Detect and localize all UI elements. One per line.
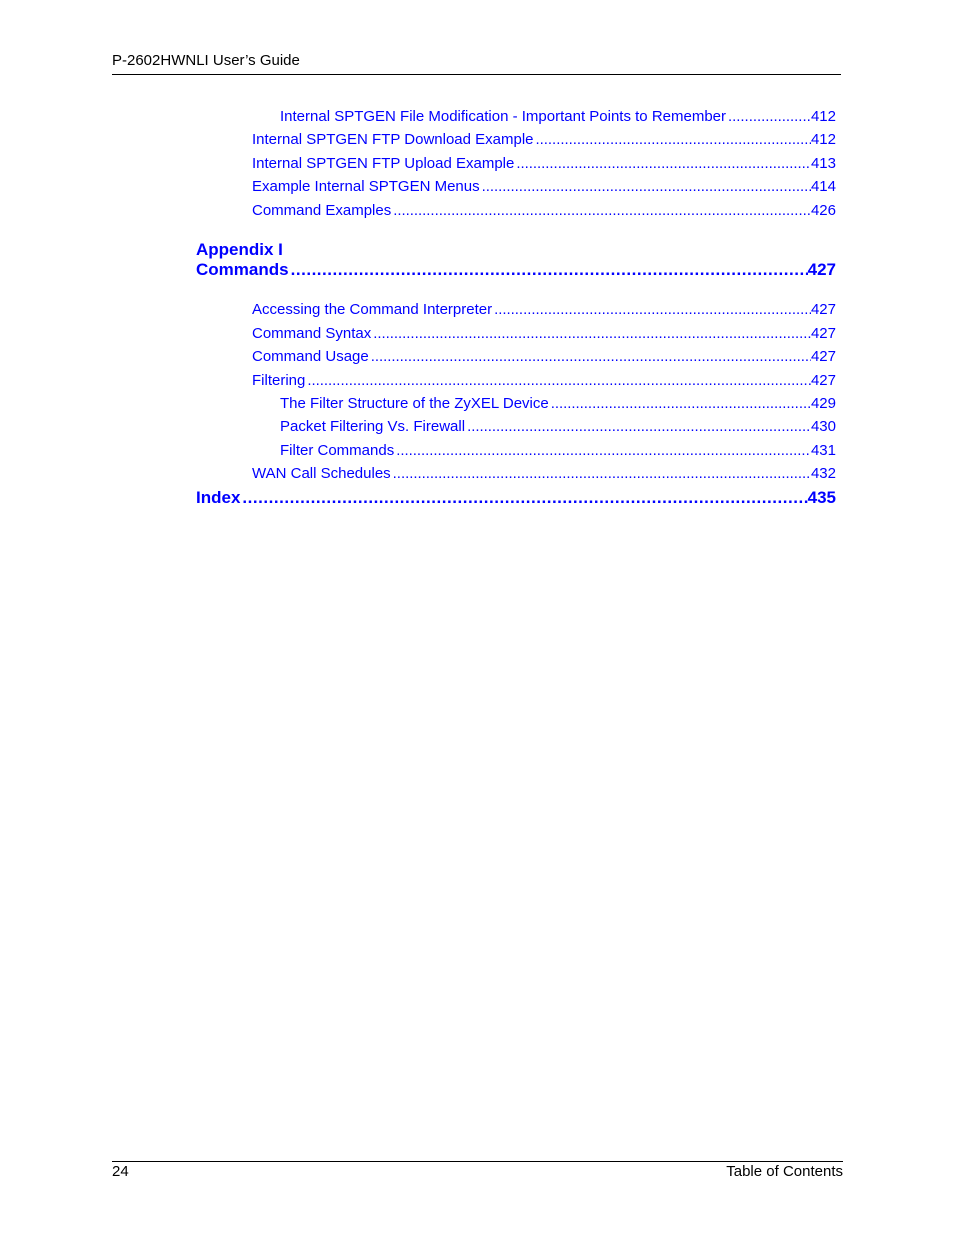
toc-entry-sptgen-file-modification[interactable] — [280, 107, 836, 126]
toc-entry-page: 426 — [810, 202, 836, 219]
toc-entry-title: Command Usage — [252, 348, 369, 365]
toc-entry-page: 412 — [810, 131, 836, 148]
toc-entry-page: 414 — [810, 178, 836, 195]
toc-entry-title: The Filter Structure of the ZyXEL Device — [280, 395, 549, 412]
page-header — [112, 51, 841, 75]
toc-dot-leader — [492, 300, 811, 319]
toc-entry-title: Filter Commands — [280, 442, 395, 459]
toc-entry-title: WAN Call Schedules — [252, 465, 391, 482]
toc-entry-page: 412 — [810, 108, 836, 125]
toc-entry-page: 432 — [810, 465, 836, 482]
appendix-label: Appendix I — [196, 240, 283, 259]
toc-entry-title: Example Internal SPTGEN Menus — [252, 178, 480, 195]
toc-entry-filtering[interactable] — [252, 371, 836, 390]
toc-dot-leader — [371, 324, 811, 343]
toc-entry-filter-commands[interactable] — [280, 441, 836, 460]
toc-entry-command-syntax[interactable] — [252, 324, 836, 343]
toc-entry-title: Filtering — [252, 372, 306, 389]
toc-entry-page: 413 — [810, 155, 836, 172]
toc-entry-title: Internal SPTGEN FTP Upload Example — [252, 155, 515, 172]
toc-dot-leader — [240, 488, 807, 508]
toc-dot-leader — [465, 417, 811, 436]
toc-chapter-commands[interactable] — [196, 260, 836, 280]
toc-dot-leader — [369, 347, 811, 366]
toc-entry-page: 431 — [810, 442, 836, 459]
toc-entry-wan-call-schedules[interactable] — [252, 464, 836, 483]
toc-entry-sptgen-menus[interactable] — [252, 177, 836, 196]
toc-entry-sptgen-ftp-download[interactable] — [252, 130, 836, 149]
toc-entry-title: Internal SPTGEN File Modification - Important Points to Remember — [280, 108, 727, 125]
toc-entry-title: Internal SPTGEN FTP Download Example — [252, 131, 534, 148]
footer-section-title: Table of Contents — [726, 1163, 843, 1180]
toc-dot-leader — [391, 201, 811, 220]
toc-chapter-index[interactable] — [196, 488, 836, 508]
toc-entry-title: Accessing the Command Interpreter — [252, 301, 493, 318]
toc-entry-title: Packet Filtering Vs. Firewall — [280, 418, 466, 435]
toc-dot-leader — [514, 154, 811, 173]
toc-entry-page: 427 — [810, 325, 836, 342]
toc-entry-command-usage[interactable] — [252, 347, 836, 366]
toc-entry-sptgen-ftp-upload[interactable] — [252, 154, 836, 173]
toc-dot-leader — [391, 464, 811, 483]
toc-dot-leader — [726, 107, 811, 126]
guide-title: P-2602HWNLI User’s Guide — [112, 52, 300, 69]
toc-dot-leader — [305, 371, 811, 390]
toc-entry-page: 427 — [810, 301, 836, 318]
toc-entry-page: 429 — [810, 395, 836, 412]
toc-dot-leader — [480, 177, 811, 196]
toc-entry-title: Command Examples — [252, 202, 392, 219]
toc-entry-packet-filtering-vs-firewall[interactable] — [280, 417, 836, 436]
toc-entry-command-interpreter[interactable] — [252, 300, 836, 319]
toc-entry-command-examples[interactable] — [252, 201, 836, 220]
toc-entry-page: 435 — [807, 488, 836, 507]
toc-dot-leader — [289, 260, 808, 280]
toc-entry-filter-structure[interactable] — [280, 394, 836, 413]
toc-entry-title: Index — [196, 488, 241, 507]
page-footer — [112, 1161, 843, 1180]
toc-dot-leader — [394, 441, 811, 460]
toc-entry-page: 427 — [810, 372, 836, 389]
toc-dot-leader — [534, 130, 811, 149]
toc-entry-page: 430 — [810, 418, 836, 435]
toc-entry-page: 427 — [807, 260, 836, 279]
page-number: 24 — [112, 1163, 129, 1180]
toc-dot-leader — [549, 394, 811, 413]
toc-entry-title: Commands — [196, 260, 289, 279]
toc-entry-page: 427 — [810, 348, 836, 365]
toc-entry-title: Command Syntax — [252, 325, 372, 342]
